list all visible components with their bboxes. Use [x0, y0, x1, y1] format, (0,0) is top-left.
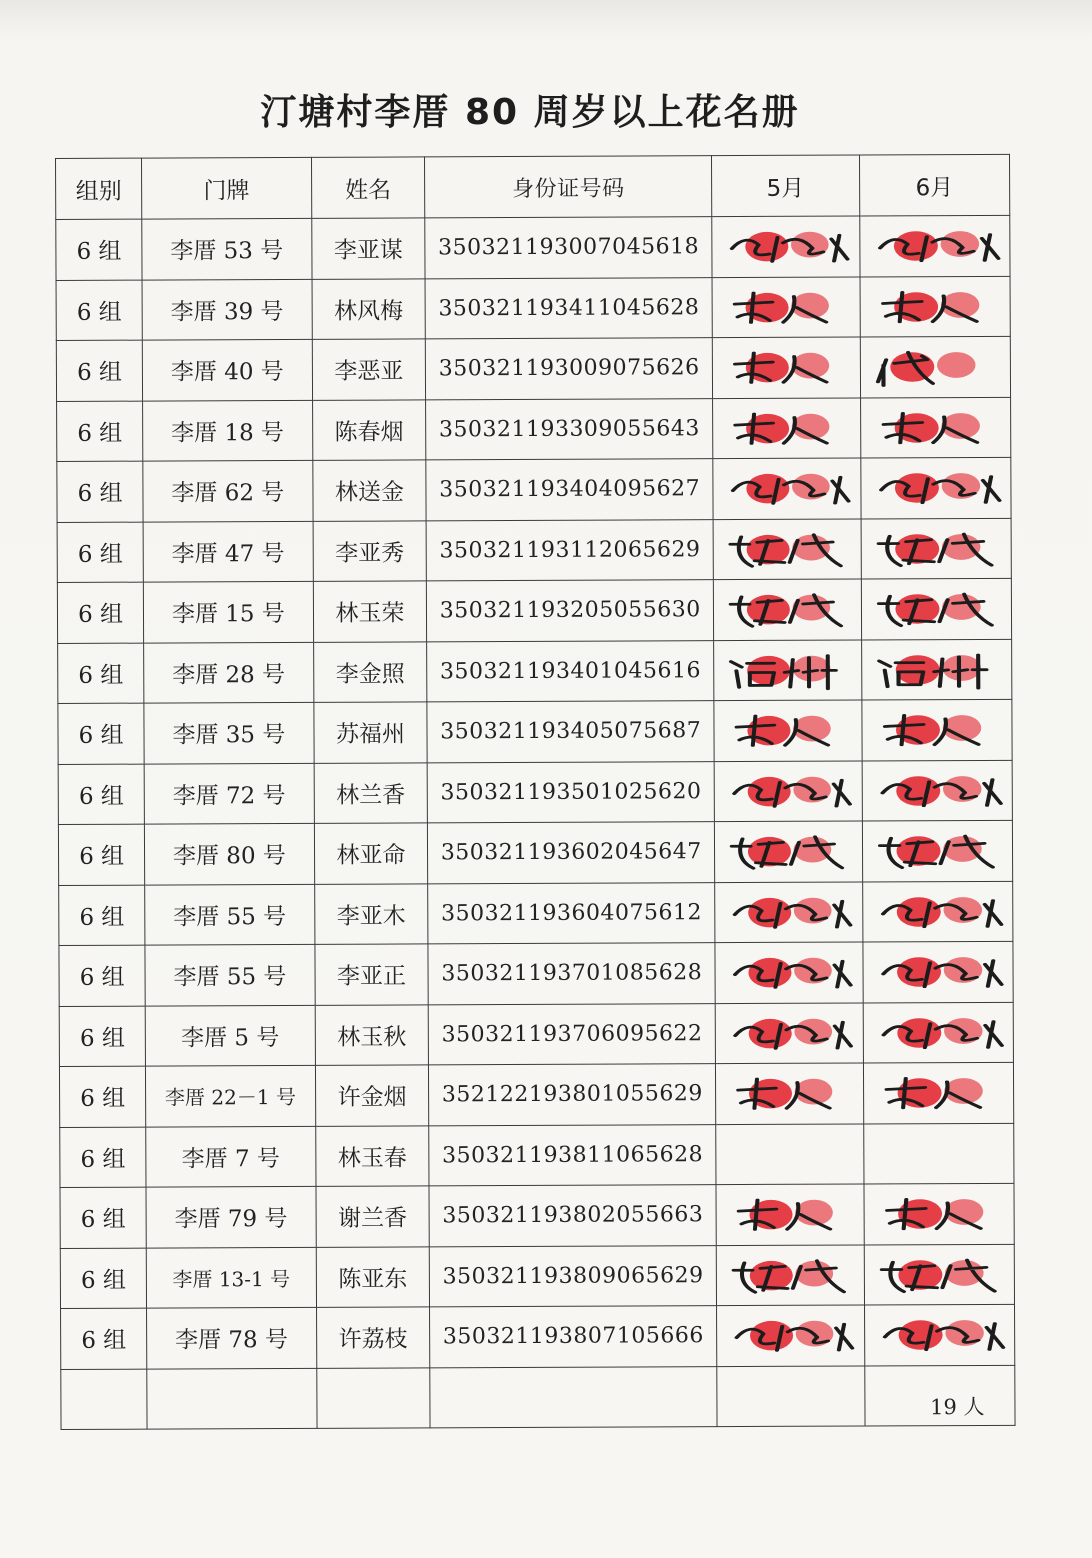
may-signature: [721, 886, 856, 938]
total-count: 19 人: [930, 1394, 985, 1420]
id-number-cell: 350321193205055630: [427, 580, 714, 642]
id-number-cell: 350321193112065629: [426, 519, 713, 581]
may-signature-cell: [714, 639, 862, 700]
door-number-cell: 李厝 5 号: [145, 1005, 315, 1066]
handwritten-signature: [722, 1068, 857, 1120]
name-cell: 林亚命: [314, 823, 428, 884]
june-signature-cell: [864, 1304, 1015, 1365]
group-cell: 6 组: [59, 945, 145, 1006]
may-signature-cell: [713, 397, 861, 458]
handwritten-signature: [866, 341, 1004, 393]
group-cell: 6 组: [57, 522, 143, 583]
fingerprint-stamp: [942, 655, 981, 681]
may-signature-cell: [717, 1305, 865, 1366]
may-signature: [722, 1128, 857, 1180]
id-number-cell: 350321193501025620: [428, 761, 715, 823]
fingerprint-stamp: [896, 776, 940, 806]
may-signature: [721, 765, 856, 817]
june-signature: [868, 764, 1006, 816]
name-cell: 李亚谋: [311, 218, 425, 279]
id-number-cell: 350321193807105666: [430, 1306, 717, 1368]
door-number-cell: 李厝 55 号: [145, 944, 315, 1005]
june-signature-cell: [860, 397, 1011, 458]
june-signature-cell: [862, 881, 1013, 942]
group-cell: 6 组: [58, 703, 144, 764]
handwritten-signature: [722, 1007, 857, 1059]
fingerprint-stamp: [748, 897, 791, 927]
june-signature: [868, 704, 1006, 756]
id-number-cell: 350321193706095622: [429, 1003, 716, 1065]
fingerprint-stamp: [945, 1259, 984, 1285]
fingerprint-stamp: [897, 1018, 941, 1048]
id-number-cell: 350321193009075626: [426, 338, 713, 400]
name-cell: 李金照: [313, 641, 427, 702]
handwritten-signature: [870, 1188, 1008, 1240]
name-cell: 李恶亚: [312, 339, 426, 400]
door-number-cell: 李厝 53 号: [142, 218, 312, 279]
door-number-cell: 李厝 22－1 号: [146, 1065, 316, 1126]
fingerprint-stamp: [893, 231, 937, 261]
group-cell: 6 组: [56, 280, 142, 341]
handwritten-signature: [868, 764, 1006, 816]
header-row: [56, 154, 1010, 219]
handwritten-signature: [866, 280, 1004, 332]
id-number-cell: 350321193309055643: [426, 398, 713, 460]
roster-row: [56, 215, 1010, 280]
handwritten-signature: [720, 523, 855, 575]
handwritten-signature: [870, 1248, 1008, 1300]
june-signature-cell: [860, 276, 1011, 337]
june-signature-cell: [860, 457, 1011, 518]
door-number-cell: 李厝 18 号: [143, 400, 313, 461]
group-cell: 6 组: [56, 219, 142, 280]
door-number-cell: 李厝 72 号: [144, 763, 314, 824]
door-number-cell: 李厝 28 号: [144, 642, 314, 703]
fingerprint-stamp: [943, 836, 982, 862]
june-signature: [867, 583, 1005, 635]
handwritten-signature: [720, 644, 855, 696]
handwritten-signature: [869, 885, 1007, 937]
fingerprint-stamp: [894, 473, 938, 503]
name-cell: 李亚木: [314, 883, 428, 944]
door-number-cell: 李厝 13-1 号: [146, 1247, 316, 1308]
header-name: 姓名: [311, 157, 425, 218]
june-signature: [867, 522, 1005, 574]
june-signature: [868, 643, 1006, 695]
handwritten-signature: [721, 826, 856, 878]
june-signature-cell: [861, 639, 1012, 700]
roster-row: [59, 941, 1013, 1006]
group-cell: 6 组: [58, 824, 144, 885]
name-cell: 谢兰香: [316, 1186, 430, 1247]
group-cell: 6 组: [58, 764, 144, 825]
june-signature: [870, 1067, 1008, 1119]
may-signature-cell: [715, 942, 863, 1003]
name-cell: 李亚秀: [313, 520, 427, 581]
june-signature: [866, 220, 1004, 272]
may-signature: [723, 1189, 858, 1241]
june-signature: [866, 280, 1004, 332]
may-signature: [722, 1007, 857, 1059]
june-signature-cell: [862, 760, 1013, 821]
blank-cell: [61, 1369, 147, 1430]
handwritten-signature: [719, 342, 854, 394]
name-cell: 林兰香: [314, 762, 428, 823]
june-signature: [867, 462, 1005, 514]
group-cell: 6 组: [60, 1248, 146, 1309]
door-number-cell: 李厝 40 号: [143, 339, 313, 400]
may-signature-cell: [713, 518, 861, 579]
may-signature: [720, 584, 855, 636]
blank-cell: [717, 1365, 865, 1426]
group-cell: 6 组: [59, 885, 145, 946]
june-signature-cell: [862, 941, 1013, 1002]
fingerprint-stamp: [748, 958, 791, 988]
may-signature: [722, 1068, 857, 1120]
may-signature: [721, 826, 856, 878]
may-signature: [720, 705, 855, 757]
may-signature: [722, 947, 857, 999]
may-signature-cell: [712, 216, 860, 277]
handwritten-signature: [867, 401, 1005, 453]
fingerprint-stamp: [792, 534, 830, 560]
blank-cell: [430, 1366, 717, 1428]
may-signature-cell: [715, 1002, 863, 1063]
door-number-cell: 李厝 78 号: [147, 1307, 317, 1368]
fingerprint-stamp: [941, 534, 980, 560]
elderly-roster-table: [55, 154, 1016, 1430]
roster-row: [58, 820, 1012, 885]
name-cell: 苏福州: [313, 702, 427, 763]
handwritten-signature: [718, 221, 853, 273]
handwritten-signature: [869, 946, 1007, 998]
may-signature-cell: [716, 1244, 864, 1305]
handwritten-signature: [868, 643, 1006, 695]
may-signature: [720, 523, 855, 575]
may-signature-cell: [714, 821, 862, 882]
handwritten-signature: [723, 1189, 858, 1241]
roster-row: [56, 336, 1010, 401]
id-number-cell: 350321193411045628: [425, 277, 712, 339]
name-cell: 林玉荣: [313, 581, 427, 642]
handwritten-signature: [723, 1249, 858, 1301]
name-cell: 林风梅: [312, 278, 426, 339]
may-signature: [720, 644, 855, 696]
group-cell: 6 组: [60, 1127, 146, 1188]
group-cell: 6 组: [61, 1308, 147, 1369]
handwritten-signature: [719, 463, 854, 515]
name-cell: 李亚正: [314, 944, 428, 1005]
roster-row: [56, 276, 1010, 341]
june-signature-cell: [864, 1244, 1015, 1305]
june-signature-cell: [863, 1062, 1014, 1123]
june-signature-cell: [859, 215, 1010, 276]
group-cell: 6 组: [56, 340, 142, 401]
handwritten-signature: [721, 886, 856, 938]
june-signature-cell: [861, 518, 1012, 579]
handwritten-signature: [869, 1006, 1007, 1058]
handwritten-signature: [720, 584, 855, 636]
name-cell: 林玉春: [315, 1125, 429, 1186]
may-signature: [719, 281, 854, 333]
june-signature-cell: [861, 578, 1012, 639]
group-cell: 6 组: [57, 461, 143, 522]
roster-row: [59, 1002, 1013, 1067]
june-signature: [866, 341, 1004, 393]
header-id-number: 身份证号码: [425, 156, 712, 218]
may-signature-cell: [714, 760, 862, 821]
handwritten-signature: [867, 462, 1005, 514]
roster-row: [60, 1123, 1014, 1188]
june-signature: [869, 1006, 1007, 1058]
fingerprint-stamp: [942, 594, 981, 620]
id-number-cell: 350321193701085628: [428, 943, 715, 1005]
june-signature: [868, 825, 1006, 877]
door-number-cell: 李厝 7 号: [146, 1126, 316, 1187]
fingerprint-stamp: [793, 595, 831, 621]
may-signature: [723, 1249, 858, 1301]
group-cell: 6 组: [60, 1187, 146, 1248]
fingerprint-stamp: [793, 655, 831, 681]
roster-row: [57, 578, 1011, 643]
group-cell: 6 组: [57, 582, 143, 643]
fingerprint-stamp: [748, 776, 791, 806]
id-number-cell: 350321193404095627: [426, 459, 713, 521]
fingerprint-stamp: [896, 897, 940, 927]
june-signature-cell: [860, 336, 1011, 397]
door-number-cell: 李厝 55 号: [145, 884, 315, 945]
fingerprint-stamp: [747, 655, 790, 685]
handwritten-signature: [719, 402, 854, 454]
may-signature: [719, 463, 854, 515]
fingerprint-stamp: [749, 1018, 792, 1048]
handwritten-signature: [722, 947, 857, 999]
fingerprint-stamp: [795, 1260, 833, 1286]
june-signature-cell: [864, 1183, 1015, 1244]
roster-row: [59, 1062, 1013, 1127]
header-may: 5月: [712, 155, 860, 217]
group-cell: 6 组: [59, 1006, 145, 1067]
total-row: [61, 1365, 1015, 1430]
may-signature-cell: [712, 337, 860, 398]
door-number-cell: 李厝 80 号: [145, 823, 315, 884]
june-signature: [870, 1188, 1008, 1240]
name-cell: 林玉秋: [315, 1004, 429, 1065]
handwritten-signature: [867, 522, 1005, 574]
id-number-cell: 350321193007045618: [425, 217, 712, 279]
group-cell: 6 组: [57, 401, 143, 462]
name-cell: 许荔枝: [316, 1307, 430, 1368]
fingerprint-stamp: [794, 837, 832, 863]
roster-row: [61, 1304, 1015, 1369]
may-signature: [719, 342, 854, 394]
june-signature: [871, 1309, 1009, 1361]
june-signature-cell: [862, 820, 1013, 881]
group-cell: 6 组: [59, 1066, 145, 1127]
total-cell: [864, 1365, 1015, 1426]
door-number-cell: 李厝 47 号: [143, 521, 313, 582]
door-number-cell: 李厝 62 号: [143, 460, 313, 521]
name-cell: 陈亚东: [316, 1246, 430, 1307]
name-cell: 陈春烟: [312, 399, 426, 460]
june-signature-cell: [863, 1123, 1014, 1184]
id-number-cell: 352122193801055629: [429, 1064, 716, 1126]
roster-body: [56, 215, 1015, 1429]
blank-cell: [316, 1367, 430, 1428]
id-number-cell: 350321193401045616: [427, 640, 714, 702]
may-signature-cell: [714, 700, 862, 761]
header-group: 组别: [56, 158, 142, 219]
roster-row: [59, 881, 1013, 946]
roster-row: [57, 457, 1011, 522]
id-number-cell: 350321193604075612: [428, 882, 715, 944]
id-number-cell: 350321193602045647: [428, 822, 715, 884]
roster-row: [58, 760, 1012, 825]
may-signature: [719, 402, 854, 454]
june-signature: [870, 1127, 1008, 1179]
may-signature-cell: [716, 1063, 864, 1124]
roster-row: [57, 397, 1011, 462]
june-signature: [869, 946, 1007, 998]
may-signature-cell: [712, 276, 860, 337]
fingerprint-stamp: [745, 232, 788, 262]
fingerprint-stamp: [897, 957, 941, 987]
handwritten-signature: [866, 220, 1004, 272]
fingerprint-stamp: [746, 474, 789, 504]
june-signature: [869, 885, 1007, 937]
handwritten-signature: [721, 765, 856, 817]
roster-row: [60, 1183, 1014, 1248]
group-cell: 6 组: [58, 643, 144, 704]
handwritten-signature: [723, 1310, 858, 1362]
may-signature: [718, 221, 853, 273]
door-number-cell: 李厝 35 号: [144, 702, 314, 763]
may-signature: [723, 1310, 858, 1362]
june-signature-cell: [863, 1002, 1014, 1063]
june-signature-cell: [861, 699, 1012, 760]
name-cell: 许金烟: [315, 1065, 429, 1126]
handwritten-signature: [868, 704, 1006, 756]
may-signature-cell: [713, 579, 861, 640]
may-signature-cell: [716, 1123, 864, 1184]
roster-row: [58, 699, 1012, 764]
id-number-cell: 350321193405075687: [427, 701, 714, 763]
id-number-cell: 350321193802055663: [429, 1185, 716, 1247]
header-door-number: 门牌: [142, 157, 312, 219]
fingerprint-stamp: [898, 1320, 942, 1350]
header-june: 6月: [859, 154, 1010, 216]
may-signature-cell: [713, 458, 861, 519]
handwritten-signature: [720, 705, 855, 757]
handwritten-signature: [719, 281, 854, 333]
page-title: 汀塘村李厝 80 周岁以上花名册: [260, 92, 800, 133]
may-signature-cell: [716, 1184, 864, 1245]
roster-row: [60, 1244, 1014, 1309]
june-signature: [870, 1248, 1008, 1300]
handwritten-signature: [871, 1309, 1009, 1361]
id-number-cell: 350321193811065628: [429, 1124, 716, 1186]
fingerprint-stamp: [895, 655, 939, 685]
june-signature: [867, 401, 1005, 453]
door-number-cell: 李厝 39 号: [142, 279, 312, 340]
door-number-cell: 李厝 79 号: [146, 1186, 316, 1247]
handwritten-signature: [870, 1067, 1008, 1119]
id-number-cell: 350321193809065629: [430, 1245, 717, 1307]
name-cell: 林送金: [312, 460, 426, 521]
roster-row: [58, 639, 1012, 704]
handwritten-signature: [867, 583, 1005, 635]
handwritten-signature: [868, 825, 1006, 877]
door-number-cell: 李厝 15 号: [144, 581, 314, 642]
fingerprint-stamp: [750, 1321, 793, 1351]
roster-row: [57, 518, 1011, 583]
blank-cell: [147, 1368, 317, 1429]
fingerprint-stamp: [936, 352, 975, 378]
may-signature-cell: [715, 881, 863, 942]
